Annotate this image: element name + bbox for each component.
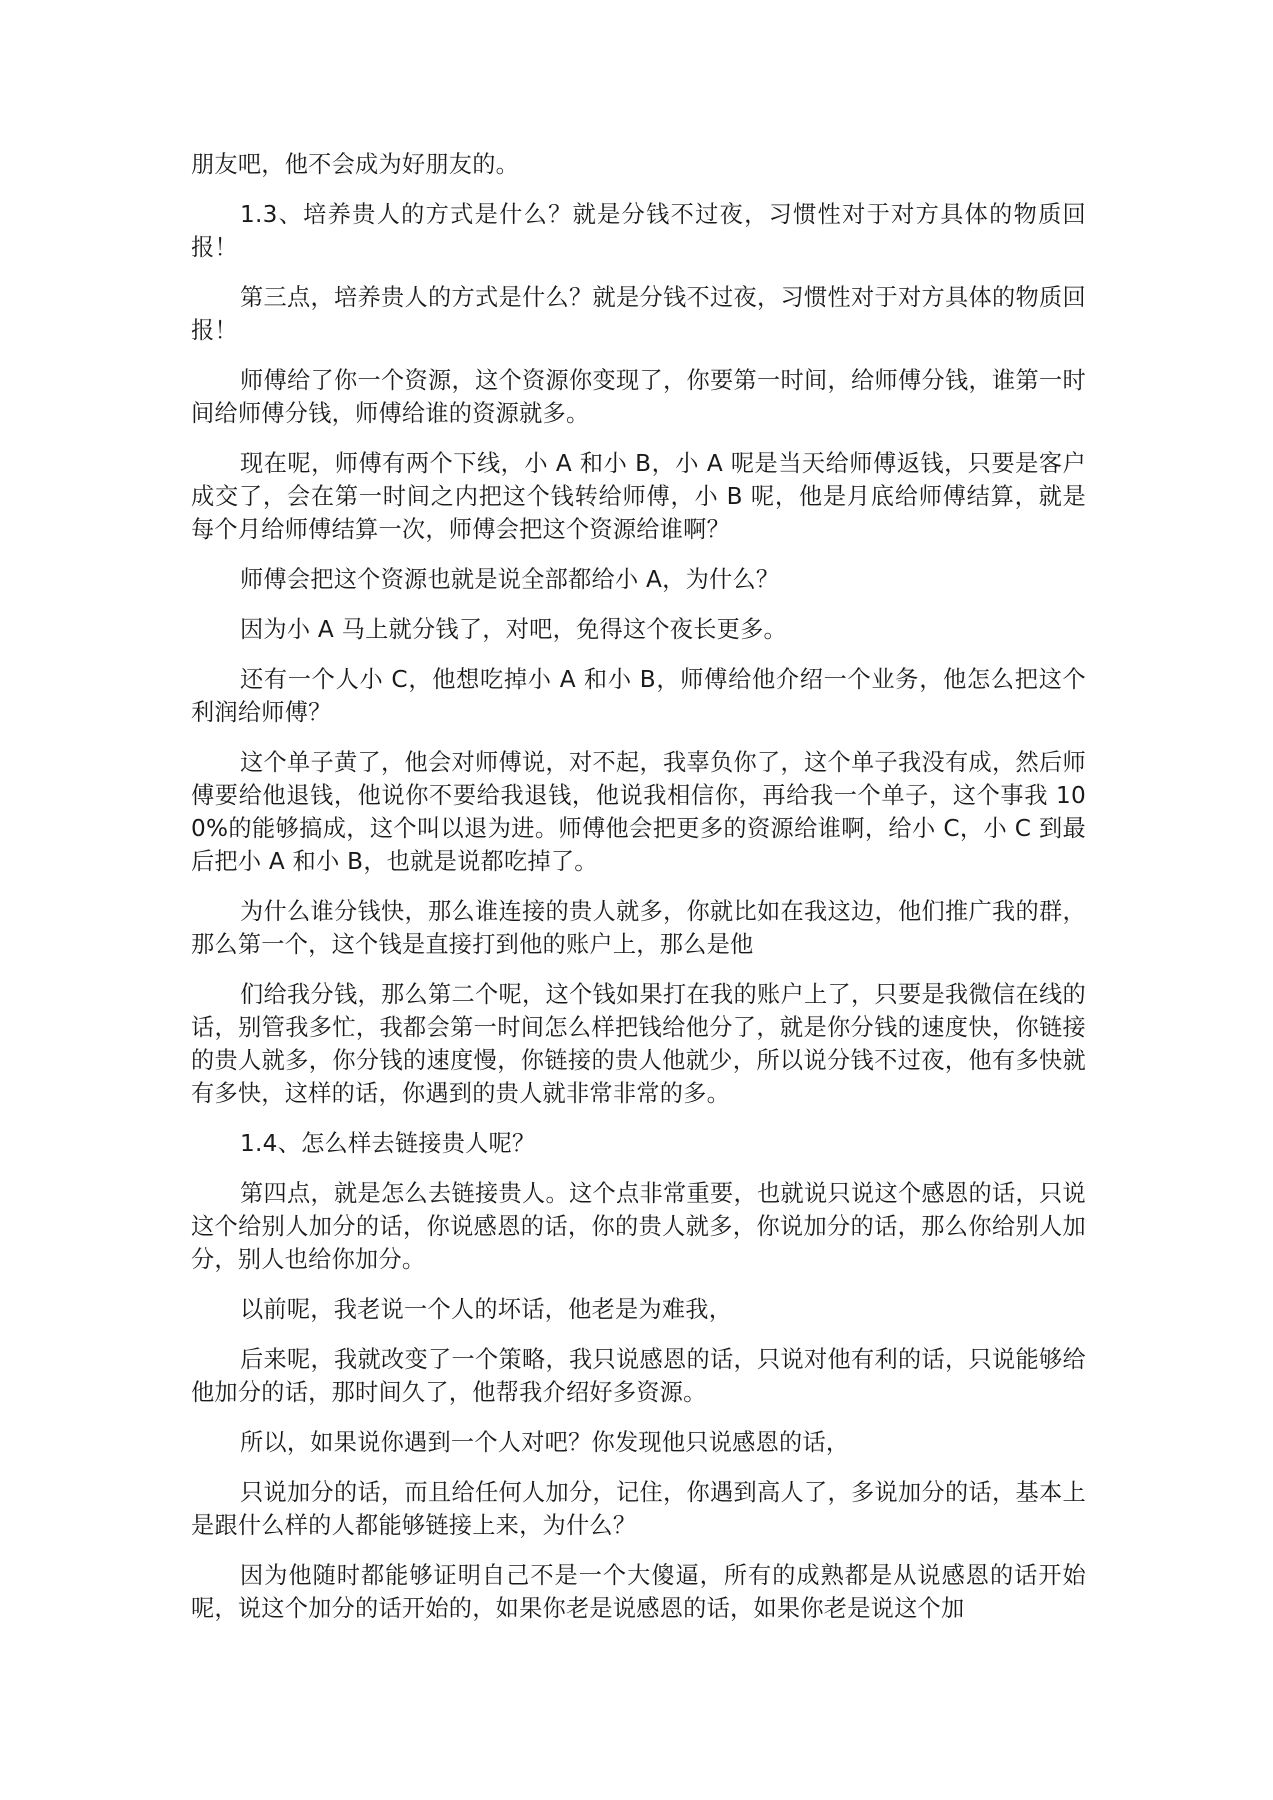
paragraph: 因为他随时都能够证明自己不是一个大傻逼，所有的成熟都是从说感恩的话开始呢，说这个加分的话开始的，如果你老是说感恩的话，如果你老是说这个加	[191, 1562, 1086, 1622]
paragraph: 朋友吧，他不会成为好朋友的。	[191, 151, 520, 178]
document-body	[191, 148, 1086, 1642]
paragraph: 只说加分的话，而且给任何人加分，记住，你遇到高人了，多说加分的话，基本上是跟什么样的人都能够链接上来，为什么？	[191, 1479, 1086, 1539]
paragraph: 因为小 A 马上就分钱了，对吧，免得这个夜长更多。	[240, 616, 787, 643]
section-heading-1-4: 1.4、怎么样去链接贵人呢？	[240, 1130, 536, 1157]
paragraph: 后来呢，我就改变了一个策略，我只说感恩的话，只说对他有利的话，只说能够给他加分的话，那时间久了，他帮我介绍好多资源。	[191, 1346, 1086, 1406]
paragraph: 所以，如果说你遇到一个人对吧？你发现他只说感恩的话，	[240, 1429, 850, 1456]
paragraph: 师傅给了你一个资源，这个资源你变现了，你要第一时间，给师傅分钱，谁第一时间给师傅分钱，师傅给谁的资源就多。	[191, 367, 1086, 427]
paragraph: 以前呢，我老说一个人的坏话，他老是为难我，	[240, 1296, 733, 1323]
paragraph: 现在呢，师傅有两个下线，小 A 和小 B，小 A 呢是当天给师傅返钱，只要是客户成交了，会在第一时间之内把这个钱转给师傅，小 B 呢，他是月底给师傅结算，就是每个月给师傅结算一次，师傅会把这个资源给谁啊？	[191, 450, 1086, 543]
section-heading-1-3: 1.3、培养贵人的方式是什么？就是分钱不过夜，习惯性对于对方具体的物质回报！	[191, 201, 1086, 261]
paragraph: 第四点，就是怎么去链接贵人。这个点非常重要，也就说只说这个感恩的话，只说这个给别人加分的话，你说感恩的话，你的贵人就多，你说加分的话，那么你给别人加分，别人也给你加分。	[191, 1180, 1086, 1273]
paragraph: 师傅会把这个资源也就是说全部都给小 A，为什么？	[240, 566, 780, 593]
paragraph: 为什么谁分钱快，那么谁连接的贵人就多，你就比如在我这边，他们推广我的群，那么第一个，这个钱是直接打到他的账户上，那么是他	[191, 898, 1086, 958]
paragraph: 这个单子黄了，他会对师傅说，对不起，我辜负你了，这个单子我没有成，然后师傅要给他退钱，他说你不要给我退钱，他说我相信你，再给我一个单子，这个事我 100%的能够搞成，这个叫以退为进。师傅他会把更多的资源给谁啊，给小 C，小 C 到最后把小 A 和小 B，也就是说都吃掉了。	[191, 749, 1086, 875]
paragraph: 们给我分钱，那么第二个呢，这个钱如果打在我的账户上了，只要是我微信在线的话，别管我多忙，我都会第一时间怎么样把钱给他分了，就是你分钱的速度快，你链接的贵人就多，你分钱的速度慢，你链接的贵人他就少，所以说分钱不过夜，他有多快就有多快，这样的话，你遇到的贵人就非常非常的多。	[191, 981, 1086, 1107]
paragraph: 第三点，培养贵人的方式是什么？就是分钱不过夜，习惯性对于对方具体的物质回报！	[191, 284, 1086, 344]
paragraph: 还有一个人小 C，他想吃掉小 A 和小 B，师傅给他介绍一个业务，他怎么把这个利润给师傅？	[191, 666, 1086, 726]
